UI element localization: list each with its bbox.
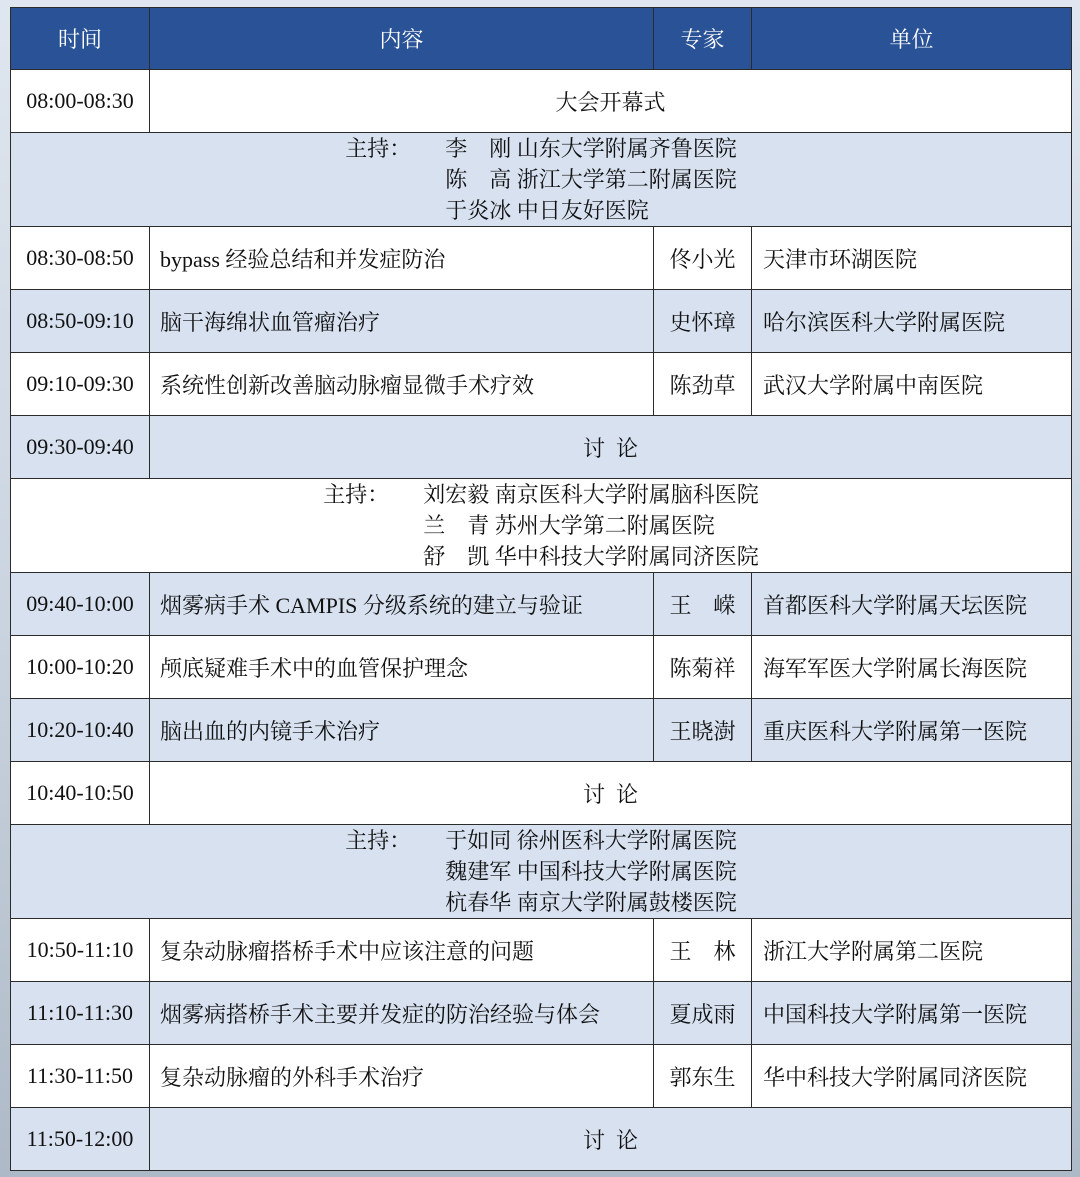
time-cell: 11:50-12:00 bbox=[11, 1108, 150, 1171]
talk-row bbox=[11, 1045, 1072, 1108]
topic-cell: 烟雾病搭桥手术主要并发症的防治经验与体会 bbox=[150, 982, 654, 1045]
topic-cell: 脑干海绵状血管瘤治疗 bbox=[150, 290, 654, 353]
host-org: 南京大学附属鼓楼医院 bbox=[516, 890, 737, 915]
time-cell: 08:30-08:50 bbox=[11, 227, 150, 290]
host-org: 华中科技大学附属同济医院 bbox=[494, 544, 759, 569]
host-name: 于如同 bbox=[445, 828, 512, 853]
host-entry bbox=[445, 133, 737, 164]
talk-row bbox=[11, 353, 1072, 416]
unit-cell: 重庆医科大学附属第一医院 bbox=[752, 699, 1072, 762]
time-cell: 11:30-11:50 bbox=[11, 1045, 150, 1108]
time-cell: 10:00-10:20 bbox=[11, 636, 150, 699]
time-cell: 08:50-09:10 bbox=[11, 290, 150, 353]
unit-cell: 浙江大学附属第二医院 bbox=[752, 919, 1072, 982]
unit-cell: 海军军医大学附属长海医院 bbox=[752, 636, 1072, 699]
unit-cell: 华中科技大学附属同济医院 bbox=[752, 1045, 1072, 1108]
event-row bbox=[11, 416, 1072, 479]
table-header-row bbox=[11, 8, 1072, 70]
host-name: 李 刚 bbox=[445, 136, 512, 161]
host-entry bbox=[423, 479, 759, 510]
event-title: 大会开幕式 bbox=[150, 70, 1072, 133]
host-label: 主持： bbox=[345, 828, 412, 853]
time-cell: 11:10-11:30 bbox=[11, 982, 150, 1045]
header-unit: 单位 bbox=[752, 8, 1072, 70]
host-row bbox=[11, 479, 1072, 573]
talk-row bbox=[11, 227, 1072, 290]
host-entry bbox=[445, 887, 737, 918]
talk-row bbox=[11, 290, 1072, 353]
expert-cell: 郭东生 bbox=[654, 1045, 752, 1108]
expert-cell: 陈菊祥 bbox=[654, 636, 752, 699]
host-list bbox=[445, 825, 737, 918]
expert-cell: 王 嵘 bbox=[654, 573, 752, 636]
host-org: 中国科技大学附属医院 bbox=[516, 859, 737, 884]
expert-cell: 史怀璋 bbox=[654, 290, 752, 353]
expert-cell: 王晓澍 bbox=[654, 699, 752, 762]
host-org: 南京医科大学附属脑科医院 bbox=[494, 482, 759, 507]
event-title: 讨 论 bbox=[150, 416, 1072, 479]
expert-cell: 陈劲草 bbox=[654, 353, 752, 416]
host-name: 于炎冰 bbox=[445, 198, 512, 223]
host-cell bbox=[11, 825, 1072, 919]
host-name: 兰 青 bbox=[423, 513, 490, 538]
host-cell bbox=[11, 479, 1072, 573]
time-cell: 10:40-10:50 bbox=[11, 762, 150, 825]
topic-cell: 烟雾病手术 CAMPIS 分级系统的建立与验证 bbox=[150, 573, 654, 636]
time-cell: 10:20-10:40 bbox=[11, 699, 150, 762]
expert-cell: 王 林 bbox=[654, 919, 752, 982]
unit-cell: 哈尔滨医科大学附属医院 bbox=[752, 290, 1072, 353]
topic-cell: bypass 经验总结和并发症防治 bbox=[150, 227, 654, 290]
topic-cell: 脑出血的内镜手术治疗 bbox=[150, 699, 654, 762]
event-title: 讨 论 bbox=[150, 1108, 1072, 1171]
host-name: 魏建军 bbox=[445, 859, 512, 884]
host-label: 主持： bbox=[323, 482, 390, 507]
host-block bbox=[11, 825, 1071, 918]
talk-row bbox=[11, 699, 1072, 762]
host-entry bbox=[445, 164, 737, 195]
time-cell: 09:40-10:00 bbox=[11, 573, 150, 636]
header-content: 内容 bbox=[150, 8, 654, 70]
time-cell: 09:30-09:40 bbox=[11, 416, 150, 479]
topic-cell: 复杂动脉瘤的外科手术治疗 bbox=[150, 1045, 654, 1108]
unit-cell: 中国科技大学附属第一医院 bbox=[752, 982, 1072, 1045]
header-time: 时间 bbox=[11, 8, 150, 70]
schedule-body bbox=[11, 70, 1072, 1171]
host-org: 浙江大学第二附属医院 bbox=[516, 167, 737, 192]
unit-cell: 天津市环湖医院 bbox=[752, 227, 1072, 290]
host-org: 苏州大学第二附属医院 bbox=[494, 513, 715, 538]
schedule-table bbox=[10, 7, 1072, 1171]
talk-row bbox=[11, 636, 1072, 699]
host-row bbox=[11, 133, 1072, 227]
topic-cell: 复杂动脉瘤搭桥手术中应该注意的问题 bbox=[150, 919, 654, 982]
header-expert: 专家 bbox=[654, 8, 752, 70]
topic-cell: 颅底疑难手术中的血管保护理念 bbox=[150, 636, 654, 699]
talk-row bbox=[11, 982, 1072, 1045]
host-entry bbox=[445, 825, 737, 856]
host-list bbox=[423, 479, 759, 572]
host-entry bbox=[445, 195, 737, 226]
event-title: 讨 论 bbox=[150, 762, 1072, 825]
host-name: 舒 凯 bbox=[423, 544, 490, 569]
host-org: 中日友好医院 bbox=[516, 198, 649, 223]
event-row bbox=[11, 762, 1072, 825]
topic-cell: 系统性创新改善脑动脉瘤显微手术疗效 bbox=[150, 353, 654, 416]
host-label: 主持： bbox=[345, 136, 412, 161]
host-cell bbox=[11, 133, 1072, 227]
host-name: 杭春华 bbox=[445, 890, 512, 915]
time-cell: 09:10-09:30 bbox=[11, 353, 150, 416]
host-name: 刘宏毅 bbox=[423, 482, 490, 507]
host-entry bbox=[445, 856, 737, 887]
host-row bbox=[11, 825, 1072, 919]
unit-cell: 首都医科大学附属天坛医院 bbox=[752, 573, 1072, 636]
event-row bbox=[11, 1108, 1072, 1171]
unit-cell: 武汉大学附属中南医院 bbox=[752, 353, 1072, 416]
host-org: 山东大学附属齐鲁医院 bbox=[516, 136, 737, 161]
talk-row bbox=[11, 919, 1072, 982]
host-block bbox=[11, 479, 1071, 572]
host-block bbox=[11, 133, 1071, 226]
time-cell: 08:00-08:30 bbox=[11, 70, 150, 133]
host-name: 陈 高 bbox=[445, 167, 512, 192]
host-entry bbox=[423, 510, 759, 541]
expert-cell: 佟小光 bbox=[654, 227, 752, 290]
time-cell: 10:50-11:10 bbox=[11, 919, 150, 982]
event-row bbox=[11, 70, 1072, 133]
talk-row bbox=[11, 573, 1072, 636]
host-list bbox=[445, 133, 737, 226]
expert-cell: 夏成雨 bbox=[654, 982, 752, 1045]
host-entry bbox=[423, 541, 759, 572]
host-org: 徐州医科大学附属医院 bbox=[516, 828, 737, 853]
